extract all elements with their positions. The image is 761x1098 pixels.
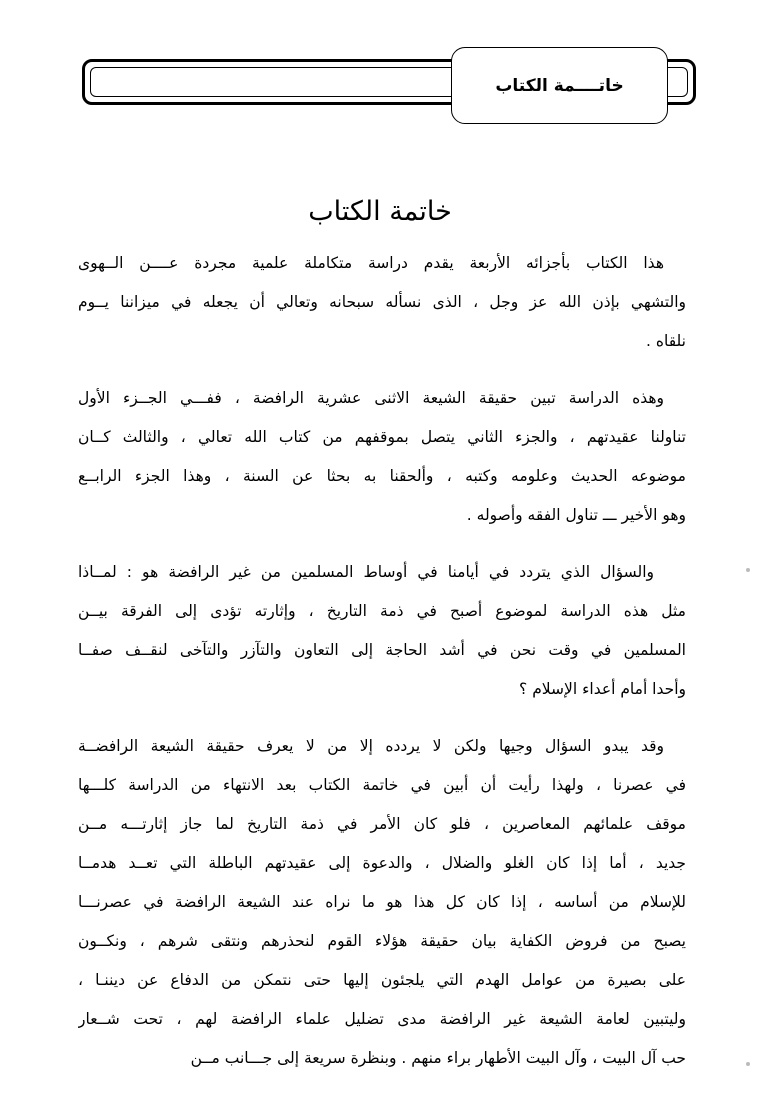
- chapter-header-tab: [451, 47, 668, 124]
- text-line: وقد يبدو السؤال وجيها ولكن لا يردده إلا من لا يعرف حقيقة الشيعة الرافضــة: [78, 737, 664, 755]
- text-line: المسلمين في وقت نحن في أشد الحاجة إلى التعاون والتآزر والتآخى لنقــف صفــا: [78, 641, 686, 659]
- text-line: وهذه الدراسة تبين حقيقة الشيعة الاثنى عشرية الرافضة ، ففـــي الجــزء الأول: [78, 389, 664, 407]
- text-line: مثل هذه الدراسة لموضوع أصبح في ذمة التاريخ ، وإثارته تؤدى إلى الفرقة بيــن: [78, 602, 686, 620]
- text-line: في عصرنا ، ولهذا رأيت أن أبين في خاتمة الكتاب بعد الانتهاء من الدراسة كلـــها: [78, 776, 686, 794]
- text-line: جديد ، أما إذا كان الغلو والضلال ، والدعوة إلى عقيدتهم الباطلة التي تعــد هدمــا: [78, 854, 686, 872]
- chapter-header-title: خاتــــمة الكتاب: [495, 75, 624, 96]
- text-line: يصبح من فروض الكفاية بيان حقيقة هؤلاء القوم لنحذرهم ونتقى شرهم ، ونكــون: [78, 932, 686, 950]
- paragraph: [78, 244, 686, 361]
- body-text: [78, 244, 686, 1096]
- text-line: والتشهي بإذن الله عز وجل ، الذى نسأله سبحانه وتعالي أن يجعله في ميزاننا يــوم: [78, 293, 686, 311]
- margin-dot: [746, 568, 750, 572]
- text-line: حب آل البيت ، وآل البيت الأطهار براء منهم . وبنظرة سريعة إلى جـــانب مــن: [190, 1049, 686, 1067]
- text-line: موقف علمائهم المعاصرين ، فلو كان الأمر في ذمة التاريخ لما جاز إثارتـــه مــن: [78, 815, 686, 833]
- text-line: وأحدا أمام أعداء الإسلام ؟: [519, 680, 686, 698]
- text-line: وهو الأخير ـــ تناول الفقه وأصوله .: [466, 506, 686, 524]
- paragraph: [78, 553, 686, 709]
- text-line: هذا الكتاب بأجزائه الأربعة يقدم دراسة متكاملة علمية مجردة عــــن الــهوى: [78, 254, 664, 272]
- margin-dot: [746, 1062, 750, 1066]
- text-line: على بصيرة من عوامل الهدم التي يلجئون إليها حتى نتمكن من الدفاع عن ديننـا ،: [78, 971, 686, 989]
- text-line: نلقاه .: [646, 332, 686, 350]
- text-line: والسؤال الذي يتردد في أيامنا في أوساط المسلمين من غير الرافضة هو : لمــاذا: [78, 563, 654, 581]
- text-line: تناولنا عقيدتهم ، والجزء الثاني يتصل بموقفهم من كتاب الله تعالي ، والثالث كــان: [78, 428, 686, 446]
- text-line: للإسلام من أساسه ، إذا كان كل هذا هو ما نراه عند الشيعة الرافضة في عصرنـــا: [78, 893, 686, 911]
- text-line: وليتبين لعامة الشيعة غير الرافضة مدى تضليل علماء الرافضة لهم ، تحت شــعار: [78, 1010, 686, 1028]
- paragraph: [78, 727, 686, 1078]
- paragraph: [78, 379, 686, 535]
- text-line: موضوعه الحديث وعلومه وكتبه ، وألحقنا به بحثا عن السنة ، وهذا الجزء الرابــع: [78, 467, 686, 485]
- section-title: خاتمة الكتاب: [308, 196, 452, 227]
